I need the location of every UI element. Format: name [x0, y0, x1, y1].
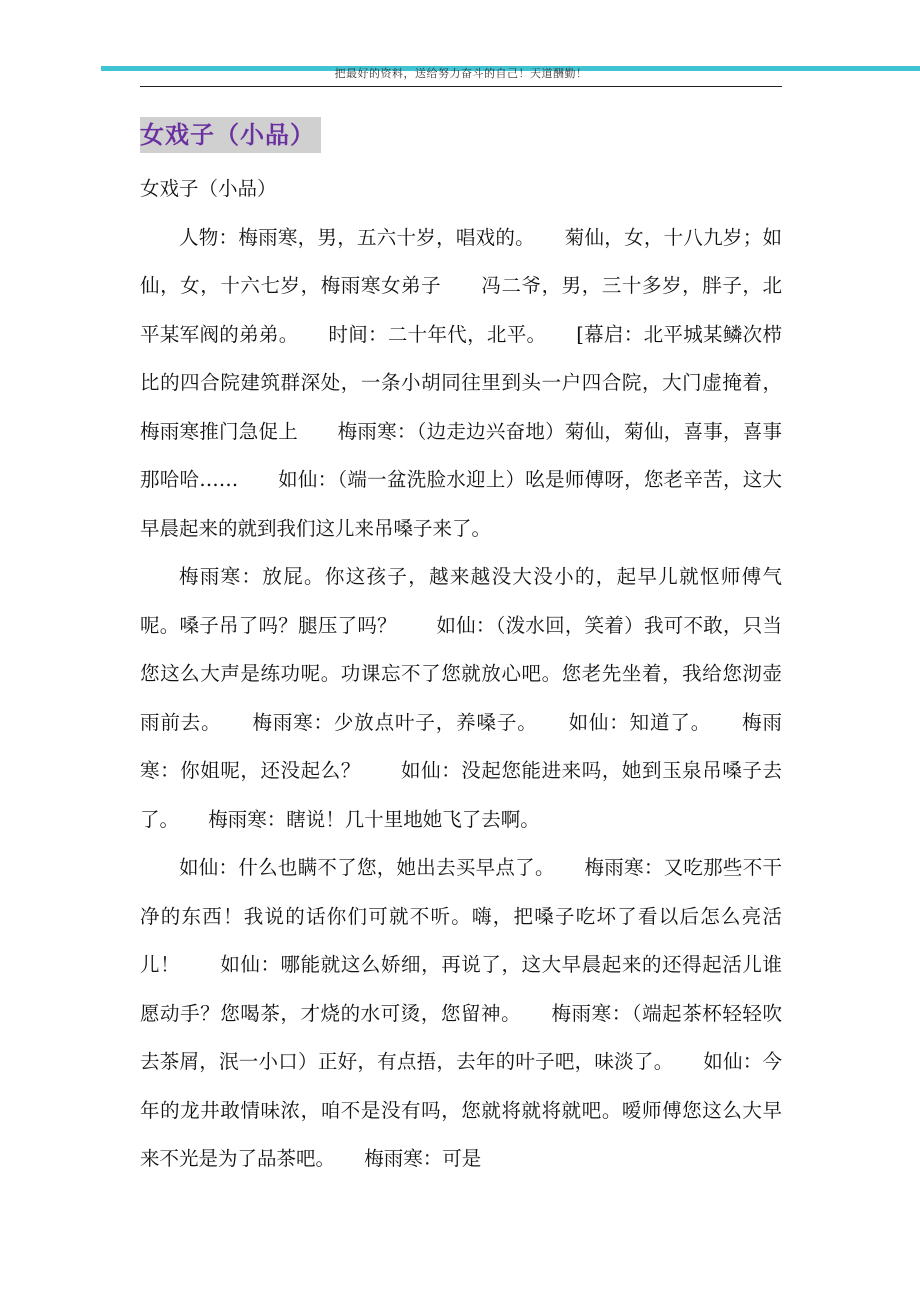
body-paragraph: 梅雨寒：放屁。你这孩子，越来越没大没小的，起早儿就怄师傅气呢。嗓子吊了吗？腿压了吗？ 如仙：（泼水回，笑着）我可不敢，只当您这么大声是练功呢。功课忘不了您就放心吧。您老先坐着，我给您沏壶雨前去。 梅雨寒：少放点叶子，养嗓子。 如仙：知道了。 梅雨寒：你姐呢，还没起么？ 如仙：没起您能进来吗，她到玉泉吊嗓子去了。 梅雨寒：瞎说！几十里地她飞了去啊。 — [140, 565, 782, 831]
header-slogan: 把最好的资料，送给努力奋斗的自己！天道酬勤！ — [334, 67, 588, 80]
header-divider — [140, 86, 782, 87]
body-paragraph: 人物：梅雨寒，男，五六十岁，唱戏的。 菊仙，女，十八九岁；如仙，女，十六七岁，梅雨寒女弟子 冯二爷，男，三十多岁，胖子，北平某军阀的弟弟。 时间：二十年代，北平。 [幕启：北平城某鳞次栉比的四合院建筑群深处，一条小胡同往里到头一户四合院，大门虚掩着，梅雨寒推门急促上 梅雨寒：（边走边兴奋地）菊仙，菊仙，喜事，喜事那哈哈…… 如仙：（端一盆洗脸水迎上）吆是师傅呀，您老辛苦，这大早晨起来的就到我们这儿来吊嗓子来了。 — [140, 225, 782, 540]
document-body — [140, 165, 782, 1184]
body-paragraph: 如仙：什么也瞒不了您，她出去买早点了。 梅雨寒：又吃那些不干净的东西！我说的话你们可就不听。嗨，把嗓子吃坏了看以后怎么亮活儿！ 如仙：哪能就这么娇细，再说了，这大早晨起来的还得起活儿谁愿动手？您喝茶，才烧的水可烫，您留神。 梅雨寒：（端起茶杯轻轻吹去茶屑，泯一小口）正好，有点捂，去年的叶子吧，味淡了。 如仙：今年的龙井敢情味浓，咱不是没有吗，您就将就将就吧。嗳师傅您这么大早来不光是为了品茶吧。 梅雨寒：可是 — [140, 856, 782, 1170]
document-title: 女戏子（小品） — [140, 117, 321, 153]
body-paragraph-subtitle: 女戏子（小品） — [140, 177, 277, 200]
